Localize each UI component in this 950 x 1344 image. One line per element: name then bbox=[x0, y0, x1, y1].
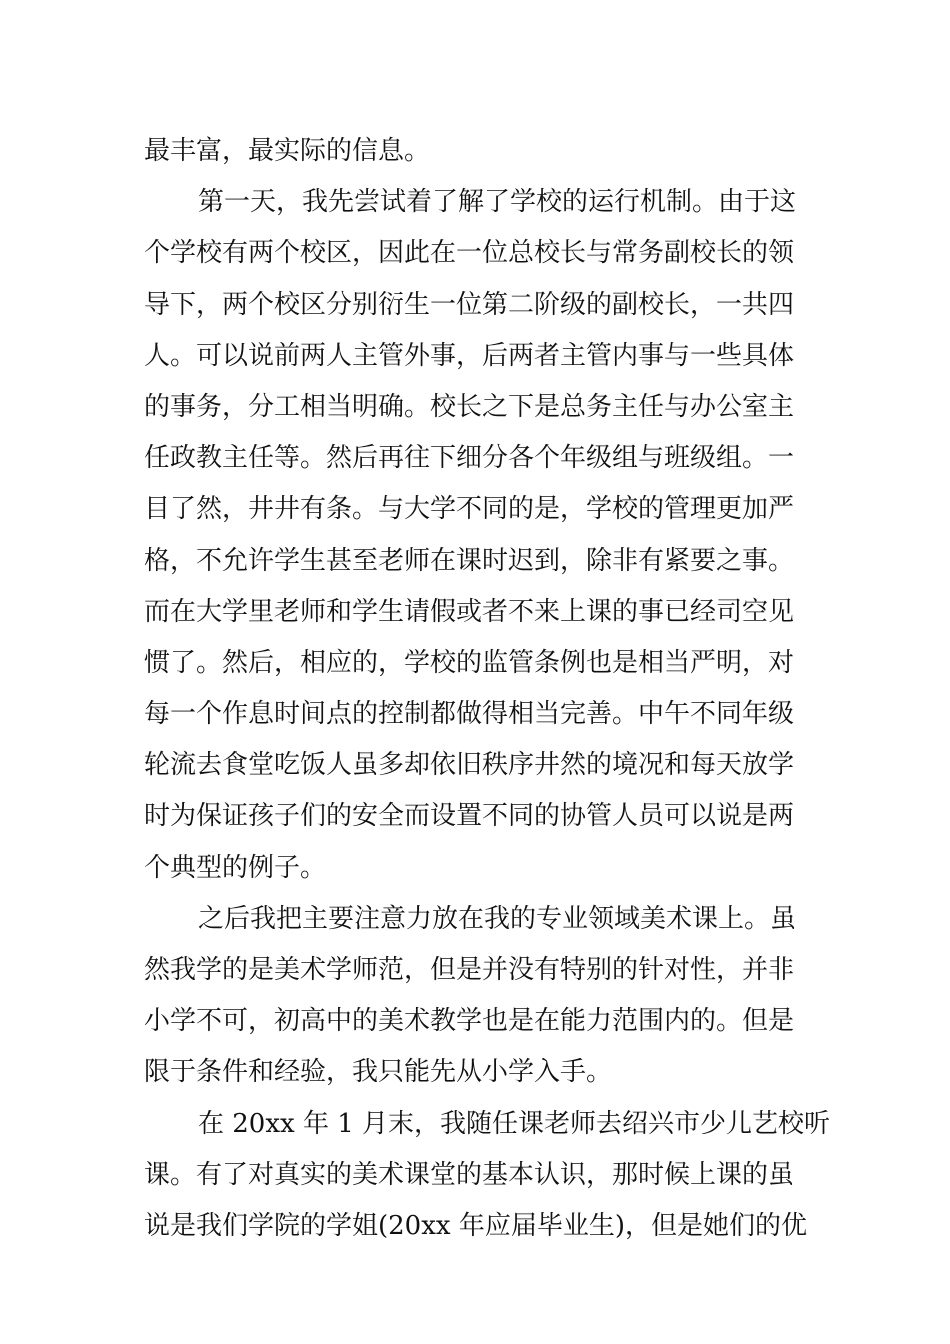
text-line: 目了然，井井有条。与大学不同的是，学校的管理更加严 bbox=[144, 494, 795, 525]
text-line: 人。可以说前两人主管外事，后两者主管内事与一些具体 bbox=[144, 340, 795, 371]
text-line: 个典型的例子。 bbox=[144, 852, 327, 883]
paragraph-first-line: 在 20xx 年 1 月末，我随任课老师去绍兴市少儿艺校听 bbox=[198, 1108, 831, 1139]
text-line: 每一个作息时间点的控制都做得相当完善。中午不同年级 bbox=[144, 699, 795, 730]
text-line: 然我学的是美术学师范，但是并没有特别的针对性，并非 bbox=[144, 955, 795, 985]
text-line: 最丰富，最实际的信息。 bbox=[144, 136, 431, 166]
text-line: 限于条件和经验，我只能先从小学入手。 bbox=[144, 1057, 613, 1088]
text-line: 课。有了对真实的美术课堂的基本认识，那时候上课的虽 bbox=[144, 1159, 795, 1190]
text-line: 轮流去食堂吃饭人虽多却依旧秩序井然的境况和每天放学 bbox=[144, 750, 795, 781]
text-line: 的事务，分工相当明确。校长之下是总务主任与办公室主 bbox=[144, 391, 795, 422]
text-line: 任政教主任等。然后再往下细分各个年级组与班级组。一 bbox=[144, 443, 795, 474]
text-line: 而在大学里老师和学生请假或者不来上课的事已经司空见 bbox=[144, 596, 795, 627]
text-line: 格，不允许学生甚至老师在课时迟到，除非有紧要之事。 bbox=[144, 545, 795, 576]
text-line: 个学校有两个校区，因此在一位总校长与常务副校长的领 bbox=[144, 238, 795, 269]
document-body bbox=[144, 126, 831, 1252]
paragraph-first-line: 第一天，我先尝试着了解了学校的运行机制。由于这 bbox=[198, 187, 797, 218]
paragraph-first-line: 之后我把主要注意力放在我的专业领域美术课上。虽 bbox=[198, 903, 797, 934]
text-line: 惯了。然后，相应的，学校的监管条例也是相当严明，对 bbox=[144, 647, 795, 678]
text-line: 时为保证孩子们的安全而设置不同的协管人员可以说是两 bbox=[144, 801, 795, 832]
text-line: 小学不可，初高中的美术教学也是在能力范围内的。但是 bbox=[144, 1006, 795, 1037]
text-line: 说是我们学院的学姐(20xx 年应届毕业生)，但是她们的优 bbox=[144, 1210, 807, 1241]
text-line: 导下，两个校区分别衍生一位第二阶级的副校长，一共四 bbox=[144, 289, 795, 320]
